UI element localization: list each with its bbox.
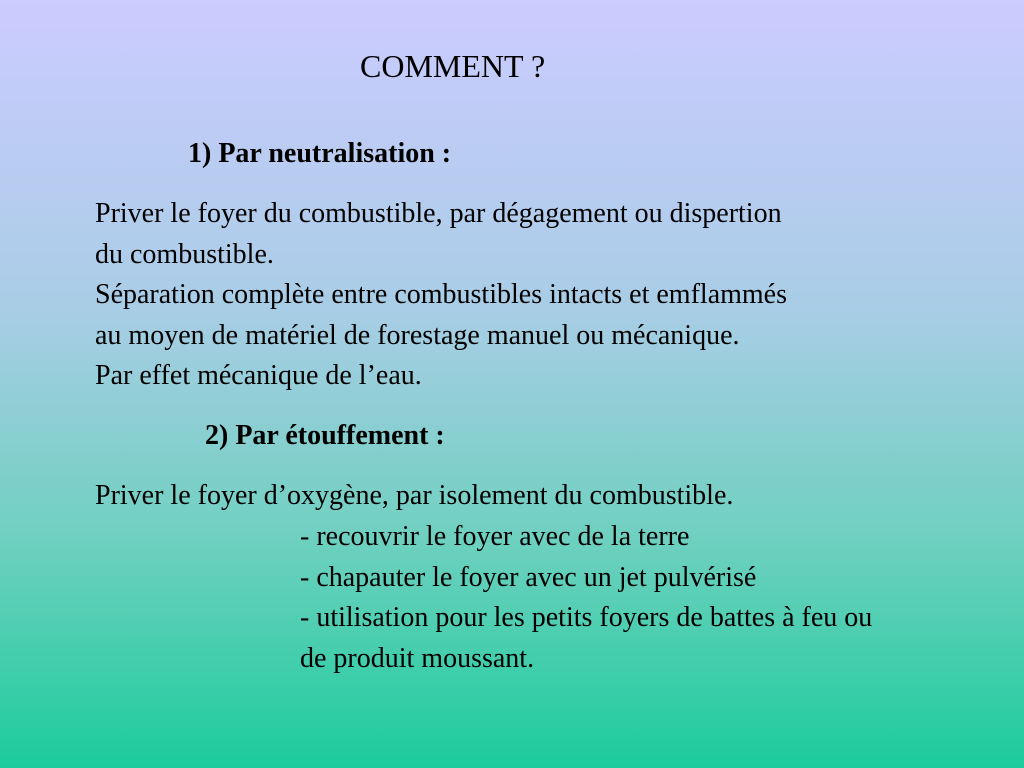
section-intro-etouffement	[95, 476, 733, 517]
section-body-neutralisation	[95, 194, 787, 397]
body-line: au moyen de matériel de forestage manuel ou mécanique.	[95, 319, 740, 351]
bullet-list-etouffement	[300, 517, 872, 679]
body-line: du combustible.	[95, 238, 274, 270]
bullet-item-continuation: de produit moussant.	[300, 642, 535, 674]
body-line: Priver le foyer d’oxygène, par isolement du combustible.	[95, 480, 734, 511]
body-line: Priver le foyer du combustible, par dégagement ou dispertion	[95, 198, 782, 229]
bullet-item: - chapauter le foyer avec un jet pulvérisé	[300, 561, 757, 593]
bullet-item: - utilisation pour les petits foyers de battes à feu ou	[300, 602, 873, 634]
body-line: Séparation complète entre combustibles intacts et emflammés	[95, 279, 788, 311]
section-heading-neutralisation: 1) Par neutralisation :	[188, 138, 452, 169]
slide-title: COMMENT ?	[360, 48, 546, 84]
body-line: Par effet mécanique de l’eau.	[95, 360, 422, 392]
bullet-item: - recouvrir le foyer avec de la terre	[300, 521, 690, 552]
section-heading-etouffement: 2) Par étouffement :	[205, 420, 445, 451]
